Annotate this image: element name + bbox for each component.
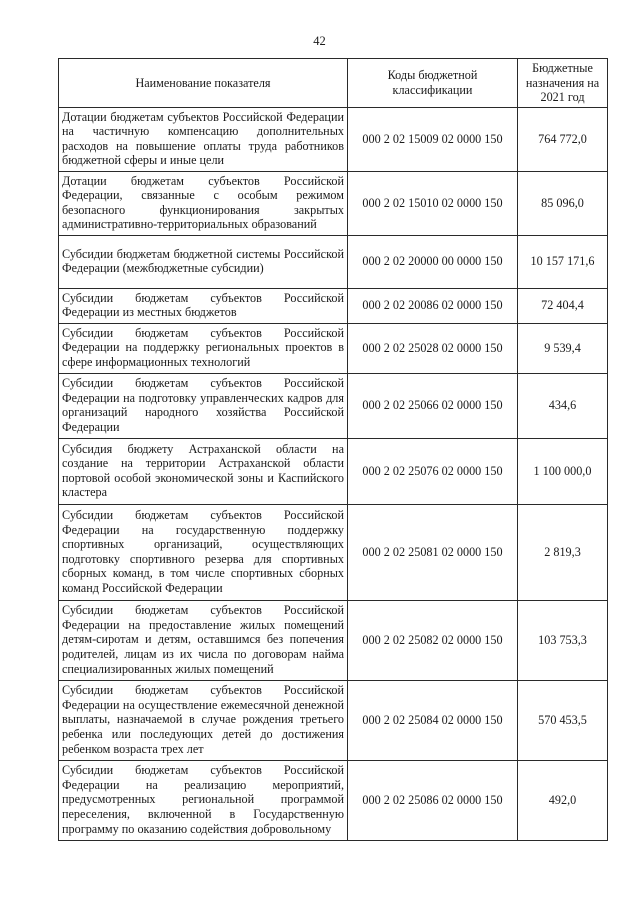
table-row <box>59 600 608 680</box>
row-name: Субсидии бюджетам субъектов Российской Федерации на предоставление жилых помещений детям-сиротам и детям, оставшимся без попечения родителей, лицам из их числа по договорам найма специализированных жилых помещений <box>59 600 348 680</box>
row-name: Субсидия бюджету Астраханской области на создание на территории Астраханской области портовой особой экономической зоны и Каспийского кластера <box>59 438 348 504</box>
row-amount: 1 100 000,0 <box>518 438 608 504</box>
row-amount: 9 539,4 <box>518 323 608 373</box>
row-code: 000 2 02 25076 02 0000 150 <box>348 438 518 504</box>
row-code: 000 2 02 15009 02 0000 150 <box>348 107 518 171</box>
row-code: 000 2 02 25082 02 0000 150 <box>348 600 518 680</box>
table-row <box>59 323 608 373</box>
table-row <box>59 438 608 504</box>
page-number: 42 <box>313 34 326 48</box>
row-name: Дотации бюджетам субъектов Российской Федерации, связанные с особым режимом безопасного функционирования закрытых административно-территориальных образований <box>59 171 348 235</box>
table-header-row <box>59 59 608 108</box>
row-code: 000 2 02 25028 02 0000 150 <box>348 323 518 373</box>
table-row <box>59 235 608 288</box>
row-amount: 85 096,0 <box>518 171 608 235</box>
row-amount: 764 772,0 <box>518 107 608 171</box>
row-code: 000 2 02 20000 00 0000 150 <box>348 235 518 288</box>
table-row <box>59 373 608 438</box>
header-amount: Бюджетные назначения на 2021 год <box>518 59 608 108</box>
row-name: Субсидии бюджетам субъектов Российской Федерации на подготовку управленческих кадров для организаций народного хозяйства Российской Федерации <box>59 373 348 438</box>
budget-table <box>58 58 608 841</box>
row-amount: 10 157 171,6 <box>518 235 608 288</box>
row-amount: 492,0 <box>518 760 608 840</box>
row-code: 000 2 02 25066 02 0000 150 <box>348 373 518 438</box>
row-name: Субсидии бюджетам субъектов Российской Федерации на поддержку региональных проектов в сфере информационных технологий <box>59 323 348 373</box>
table-row <box>59 760 608 840</box>
row-name: Субсидии бюджетам субъектов Российской Федерации на реализацию мероприятий, предусмотренных региональной программой переселения, включенной в Государственную программу по оказанию содействия добровольному <box>59 760 348 840</box>
table-row <box>59 288 608 323</box>
row-amount: 434,6 <box>518 373 608 438</box>
row-amount: 570 453,5 <box>518 680 608 760</box>
row-code: 000 2 02 15010 02 0000 150 <box>348 171 518 235</box>
header-name: Наименование показателя <box>59 59 348 108</box>
row-code: 000 2 02 25081 02 0000 150 <box>348 504 518 600</box>
row-amount: 72 404,4 <box>518 288 608 323</box>
row-amount: 2 819,3 <box>518 504 608 600</box>
table-row <box>59 171 608 235</box>
row-name: Субсидии бюджетам субъектов Российской Федерации на государственную поддержку спортивных организаций, осуществляющих подготовку спортивного резерва для спортивных сборных команд, в том числе спортивных сборных команд Российской Федерации <box>59 504 348 600</box>
row-code: 000 2 02 20086 02 0000 150 <box>348 288 518 323</box>
row-name: Субсидии бюджетам бюджетной системы Российской Федерации (межбюджетные субсидии) <box>59 235 348 288</box>
table-row <box>59 107 608 171</box>
header-code: Коды бюджетной классификации <box>348 59 518 108</box>
table-row <box>59 680 608 760</box>
row-amount: 103 753,3 <box>518 600 608 680</box>
row-code: 000 2 02 25084 02 0000 150 <box>348 680 518 760</box>
row-name: Дотации бюджетам субъектов Российской Федерации на частичную компенсацию дополнительных расходов на повышение оплаты труда работников бюджетной сферы и иные цели <box>59 107 348 171</box>
table-row <box>59 504 608 600</box>
row-name: Субсидии бюджетам субъектов Российской Федерации из местных бюджетов <box>59 288 348 323</box>
row-name: Субсидии бюджетам субъектов Российской Федерации на осуществление ежемесячной денежной выплаты, назначаемой в случае рождения третьего ребенка или последующих детей до достижения ребенком возраста трех лет <box>59 680 348 760</box>
row-code: 000 2 02 25086 02 0000 150 <box>348 760 518 840</box>
